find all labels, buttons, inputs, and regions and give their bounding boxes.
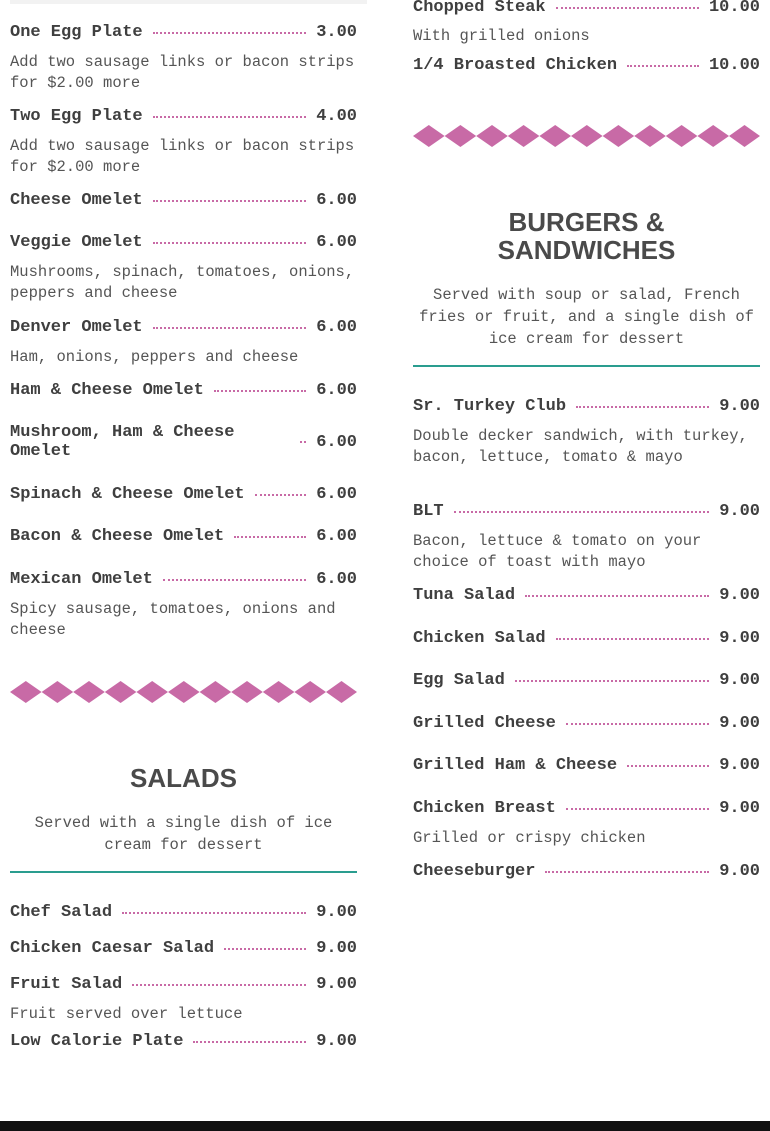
menu-item	[413, 502, 760, 521]
dot-leader	[255, 494, 307, 496]
item-name: Grilled Cheese	[413, 714, 556, 733]
dot-leader	[224, 948, 306, 950]
item-name: Cheese Omelet	[10, 191, 143, 210]
item-description: Spicy sausage, tomatoes, onions and cheese	[10, 600, 336, 639]
item-price: 9.00	[316, 975, 357, 994]
item-description: Grilled or crispy chicken	[413, 829, 646, 847]
item-name: Denver Omelet	[10, 318, 143, 337]
menu-item	[413, 629, 760, 648]
item-price: 3.00	[316, 23, 357, 42]
dot-leader	[153, 242, 307, 244]
dot-leader	[193, 1041, 306, 1043]
item-price: 6.00	[316, 432, 357, 452]
menu-item	[10, 23, 357, 42]
item-name: Mushroom, Ham & Cheese Omelet	[10, 423, 235, 461]
item-price: 4.00	[316, 107, 357, 126]
section-title-line: SANDWICHES	[497, 235, 676, 265]
item-name: Chicken Caesar Salad	[10, 939, 215, 958]
dot-leader	[515, 680, 709, 682]
item-name: Bacon & Cheese Omelet	[10, 527, 225, 546]
item-description: Mushrooms, spinach, tomatoes, onions, peppers and cheese	[10, 263, 355, 302]
item-name: Two Egg Plate	[10, 107, 143, 126]
menu-item	[413, 586, 760, 605]
dot-leader	[153, 200, 307, 202]
dot-leader	[566, 808, 709, 810]
item-price: 6.00	[316, 485, 357, 504]
item-name: BLT	[413, 502, 444, 521]
diamond-border	[413, 123, 760, 149]
diamond-pattern-icon	[10, 679, 357, 705]
item-price: 6.00	[316, 527, 357, 546]
menu-item	[413, 714, 760, 733]
dot-leader	[576, 406, 709, 408]
menu-item	[413, 397, 760, 416]
item-price: 9.00	[316, 939, 357, 958]
dot-leader	[545, 871, 709, 873]
item-price: 9.00	[719, 862, 760, 881]
dot-leader	[454, 511, 710, 513]
dot-leader	[122, 912, 306, 914]
item-price: 6.00	[316, 570, 357, 589]
item-description: Bacon, lettuce & tomato on your choice of toast with mayo	[413, 532, 702, 571]
item-price: 6.00	[316, 191, 357, 210]
diamond-border	[10, 679, 357, 705]
item-name: Sr. Turkey Club	[413, 397, 567, 416]
item-description: Double decker sandwich, with turkey, bacon, lettuce, tomato & mayo	[413, 427, 748, 466]
item-price: 6.00	[316, 381, 357, 400]
item-name: Mexican Omelet	[10, 570, 153, 589]
menu-item	[10, 903, 357, 922]
dot-leader	[234, 536, 306, 538]
item-price: 9.00	[719, 714, 760, 733]
bottom-bar	[0, 1121, 770, 1131]
dot-leader	[300, 441, 306, 443]
menu-item	[413, 0, 760, 17]
item-price: 9.00	[719, 397, 760, 416]
item-name: One Egg Plate	[10, 23, 143, 42]
dot-leader	[556, 7, 699, 9]
dot-leader	[566, 723, 709, 725]
item-name: Tuna Salad	[413, 586, 516, 605]
dot-leader	[525, 595, 709, 597]
diamond-pattern-icon	[413, 123, 760, 149]
menu-item	[10, 318, 357, 337]
dot-leader	[627, 765, 709, 767]
menu-item	[10, 191, 357, 210]
item-name: Chicken Breast	[413, 799, 556, 818]
item-name: Veggie Omelet	[10, 233, 143, 252]
item-description: With grilled onions	[413, 27, 590, 45]
item-name: Cheeseburger	[413, 862, 536, 881]
menu-item	[413, 56, 760, 75]
menu-item	[413, 799, 760, 818]
dot-leader	[153, 32, 307, 34]
item-price: 6.00	[316, 318, 357, 337]
menu-item	[413, 756, 760, 775]
item-description: Ham, onions, peppers and cheese	[10, 348, 299, 366]
menu-item	[413, 862, 760, 881]
dot-leader	[214, 390, 306, 392]
item-price: 9.00	[719, 799, 760, 818]
top-rule	[10, 0, 367, 4]
dot-leader	[163, 579, 306, 581]
item-name: Grilled Ham & Cheese	[413, 756, 618, 775]
item-name: Ham & Cheese Omelet	[10, 381, 204, 400]
menu-item	[10, 527, 357, 546]
item-name: Fruit Salad	[10, 975, 123, 994]
menu-item	[10, 570, 357, 589]
item-name: Chef Salad	[10, 903, 113, 922]
item-name: Egg Salad	[413, 671, 505, 690]
menu-item	[10, 975, 357, 994]
section-divider	[413, 365, 760, 367]
dot-leader	[153, 327, 307, 329]
item-price: 9.00	[719, 671, 760, 690]
item-description: Fruit served over lettuce	[10, 1005, 243, 1023]
item-price: 9.00	[316, 903, 357, 922]
section-title-salads: SALADS	[130, 763, 237, 793]
section-note-salads: Served with a single dish of ice cream for dessert	[34, 814, 333, 854]
section-divider	[10, 871, 357, 873]
item-price: 9.00	[719, 629, 760, 648]
item-price: 9.00	[316, 1032, 357, 1051]
dot-leader	[556, 638, 710, 640]
item-name: Spinach & Cheese Omelet	[10, 485, 245, 504]
menu-item	[10, 107, 357, 126]
item-price: 10.00	[708, 0, 760, 17]
section-title-line: BURGERS &	[508, 207, 665, 237]
item-price: 9.00	[719, 756, 760, 775]
dot-leader	[627, 65, 699, 67]
item-price: 9.00	[719, 586, 760, 605]
section-note-burgers: Served with soup or salad, French fries or fruit, and a single dish of ice cream for dessert	[419, 286, 754, 348]
item-price: 6.00	[316, 233, 357, 252]
item-name: 1/4 Broasted Chicken	[413, 56, 618, 75]
menu-item	[10, 423, 357, 461]
item-description: Add two sausage links or bacon strips for $2.00 more	[10, 137, 355, 176]
dot-leader	[153, 116, 307, 118]
menu-item	[10, 939, 357, 958]
item-price: 10.00	[708, 56, 760, 75]
item-price: 9.00	[719, 502, 760, 521]
section-title-burgers	[413, 208, 760, 264]
menu-item	[10, 1032, 357, 1051]
item-name: Chicken Salad	[413, 629, 546, 648]
menu-item	[10, 233, 357, 252]
item-name: Chopped Steak	[413, 0, 546, 17]
menu-item	[10, 485, 357, 504]
menu-item	[413, 671, 760, 690]
item-description: Add two sausage links or bacon strips for $2.00 more	[10, 53, 355, 92]
item-name: Low Calorie Plate	[10, 1032, 184, 1051]
menu-item	[10, 381, 357, 400]
dot-leader	[132, 984, 306, 986]
